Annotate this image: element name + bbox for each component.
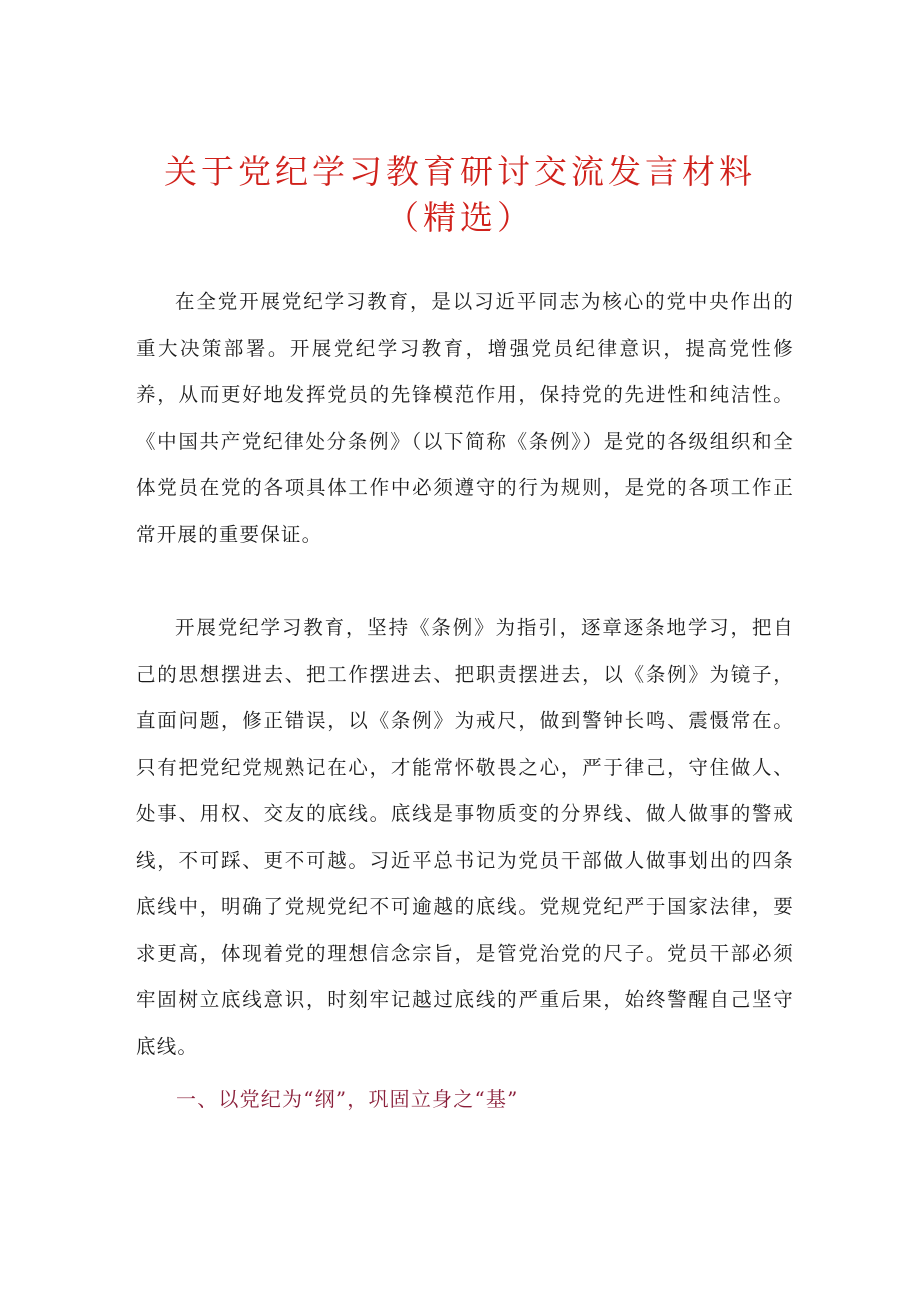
document-subtitle: （精选） xyxy=(386,198,534,237)
document-title: 关于党纪学习教育研讨交流发言材料 xyxy=(164,152,756,191)
section-heading: 一、以党纪为“纲”，巩固立身之“基” xyxy=(176,1087,519,1111)
body-paragraph-1: 在全党开展党纪学习教育，是以习近平同志为核心的党中央作出的重大决策部署。开展党纪学习教育，增强党员纪律意识，提高党性修养，从而更好地发挥党员的先锋模范作用，保持党的先进性和纯洁性。《中国共产党纪律处分条例》（以下简称《条例》）是党的各级组织和全体党员在党的各项具体工作中必须遵守的行为规则，是党的各项工作正常开展的重要保证。 xyxy=(136,290,794,546)
body-paragraph-2: 开展党纪学习教育，坚持《条例》为指引，逐章逐条地学习，把自己的思想摆进去、把工作摆进去、把职责摆进去，以《条例》为镜子，直面问题，修正错误，以《条例》为戒尺，做到警钟长鸣、震慑常在。只有把党纪党规熟记在心，才能常怀敬畏之心，严于律己，守住做人、处事、用权、交友的底线。底线是事物质变的分界线、做人做事的警戒线，不可踩、更不可越。习近平总书记为党员干部做人做事划出的四条底线中，明确了党规党纪不可逾越的底线。党规党纪严于国家法律，要求更高，体现着党的理想信念宗旨，是管党治党的尺子。党员干部必须牢固树立底线意识，时刻牢记越过底线的严重后果，始终警醒自己坚守底线。 xyxy=(136,616,794,1058)
